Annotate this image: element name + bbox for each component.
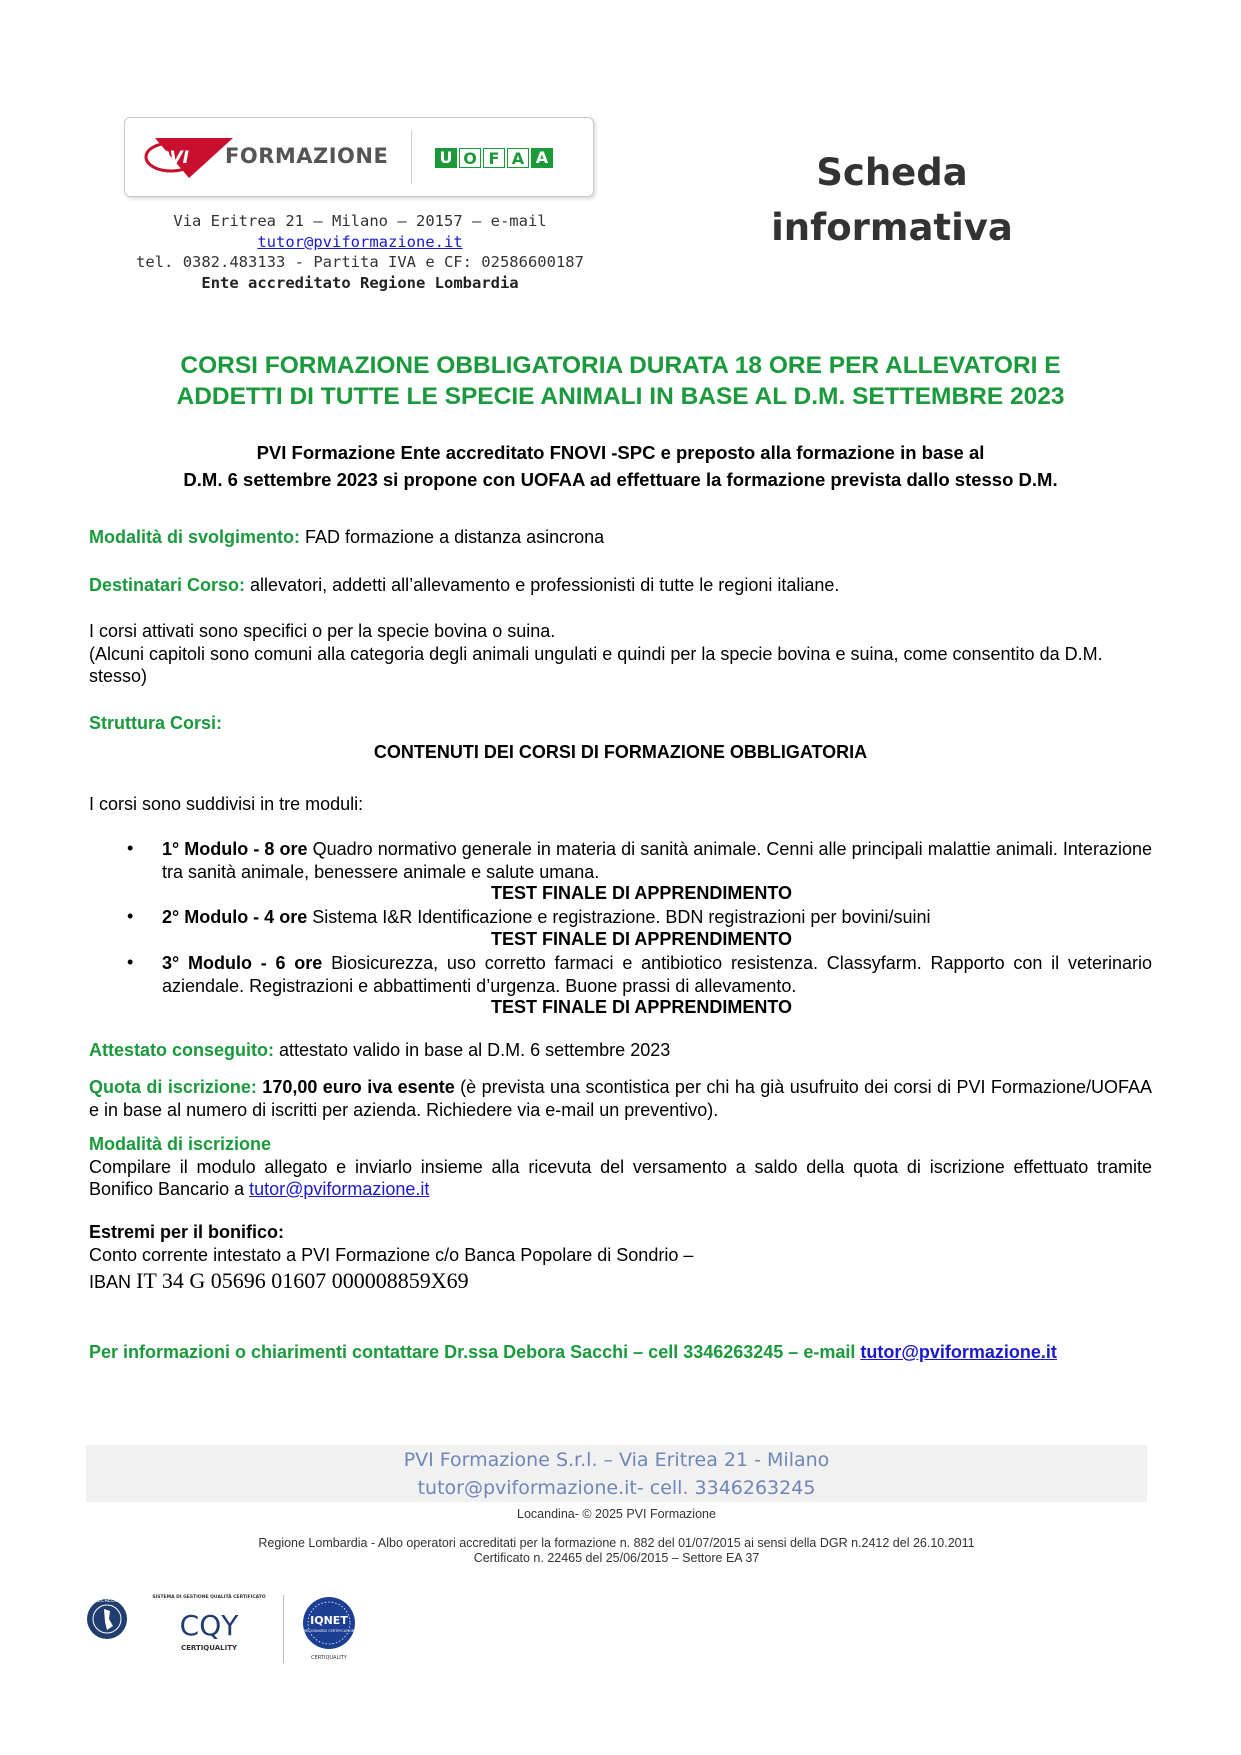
bonifico-label: Estremi per il bonifico: (89, 1222, 285, 1242)
attestato-paragraph (89, 1039, 1152, 1062)
intro-line: D.M. 6 settembre 2023 si propone con UOFAA ad effettuare la formazione prevista dallo stesso D.M. (183, 469, 1058, 490)
corsi-note-line: (Alcuni capitoli sono comuni alla categoria degli animali ungulati e quindi per la specie bovina e suina, come consentito da D.M. stesso) (89, 643, 1103, 686)
document-title (742, 145, 1042, 255)
pvi-text: PVI (157, 148, 189, 168)
iban-code: IT 34 G 05696 01607 000008859X69 (136, 1268, 469, 1293)
module-text: Quadro normativo generale in materia di sanità animale. Cenni alle principali malattie animali. Interazione tra sanità animale, benessere animale e salute umana. (162, 839, 1152, 882)
bonifico-text: Conto corrente intestato a PVI Formazione c/o Banca Popolare di Sondrio – (89, 1244, 694, 1265)
iqnet-sub-text: RECOGNIZED CERTIFICATION (303, 1629, 355, 1633)
document-title-line: informativa (771, 206, 1013, 249)
quota-text: (è prevista una scontistica per chi ha già usufruito dei corsi di PVI Formazione/UOFAA e in base al numero di iscritti per azienda. Richiedere via e-mail un preventivo). (89, 1077, 1152, 1120)
module-test-label: TEST FINALE DI APPRENDIMENTO (490, 997, 793, 1017)
uofaa-letter: U (435, 148, 457, 168)
moduli-intro: I corsi sono suddivisi in tre moduli: (89, 794, 364, 814)
address-line: Via Eritrea 21 – Milano – 20157 – e-mail (173, 212, 547, 230)
pvi-logo-icon (141, 132, 233, 182)
uofaa-letter: A (531, 148, 553, 168)
iscrizione-text: Compilare il modulo allegato e inviarlo insieme alla ricevuta del versamento a saldo della quota di iscrizione effettuato tramite Bonifico Bancario a (89, 1156, 1152, 1199)
regione-line: Certificato n. 22465 del 25/06/2015 – Settore EA 37 (473, 1551, 760, 1565)
bullet-icon: • (127, 906, 134, 926)
iscrizione-paragraph (89, 1133, 1152, 1201)
logo-box (124, 117, 594, 197)
footer-line: tutor@pviformazione.it- cell. 3346263245 (417, 1477, 816, 1499)
contact-text: Per informazioni o chiarimenti contattare Dr.ssa Debora Sacchi – cell 3346263245 – e-mail (89, 1342, 861, 1362)
cqy-text: CQY (179, 1609, 239, 1642)
copyright-text: Locandina- © 2025 PVI Formazione (517, 1507, 716, 1521)
iqnet-text: IQNET (310, 1614, 348, 1627)
contact-paragraph (89, 1341, 1152, 1364)
logo-formazione-text: FORMAZIONE (225, 144, 389, 168)
intro-text (90, 439, 1151, 493)
address-phone-line: tel. 0382.483133 - Partita IVA e CF: 02586600187 (136, 253, 584, 271)
bullet-icon: • (127, 838, 134, 858)
struttura-label (89, 712, 1152, 735)
modalita-text: FAD formazione a distanza asincrona (300, 527, 605, 547)
logo-divider (411, 130, 412, 184)
module-title: 3° Modulo - 6 ore (162, 953, 323, 973)
contenuti-title: CONTENUTI DEI CORSI DI FORMAZIONE OBBLIGATORIA (373, 742, 868, 762)
iban-line (89, 1268, 469, 1294)
regione-text (86, 1536, 1147, 1566)
module-text: Sistema I&R Identificazione e registrazione. BDN registrazioni per bovini/suini (307, 907, 931, 927)
iban-label: IBAN (89, 1272, 137, 1292)
iscrizione-label: Modalità di iscrizione (89, 1134, 272, 1154)
modalita-paragraph (89, 526, 1152, 549)
module-title: 1° Modulo - 8 ore (162, 839, 308, 859)
main-heading (90, 350, 1151, 412)
cqy-logo-icon (152, 1590, 266, 1660)
struttura-label-text: Struttura Corsi: (89, 713, 223, 733)
module-test-label: TEST FINALE DI APPRENDIMENTO (490, 929, 793, 949)
accredia-text: ACCREDIA (94, 1598, 120, 1604)
module-title: 2° Modulo - 4 ore (162, 907, 308, 927)
quota-paragraph (89, 1076, 1152, 1121)
uofaa-letter: F (483, 148, 505, 168)
intro-line: PVI Formazione Ente accreditato FNOVI -SPC e preposto alla formazione in base al (256, 442, 985, 463)
module-test-label: TEST FINALE DI APPRENDIMENTO (490, 883, 793, 903)
quota-amount: 170,00 euro iva esente (256, 1077, 455, 1097)
header-address (130, 211, 590, 293)
module-item (162, 838, 1152, 883)
footer-line: PVI Formazione S.r.l. – Via Eritrea 21 - Milano (403, 1449, 830, 1471)
quota-label: Quota di iscrizione: (89, 1077, 257, 1097)
cqy-top-text: SISTEMA DI GESTIONE QUALITÀ CERTIFICATO (152, 1595, 266, 1600)
destinatari-text: allevatori, addetti all’allevamento e professionisti di tutte le regioni italiane. (245, 575, 840, 595)
address-email-link[interactable]: tutor@pviformazione.it (257, 232, 463, 251)
uofaa-logo (435, 148, 553, 168)
iscrizione-email-link[interactable]: tutor@pviformazione.it (249, 1179, 430, 1199)
module-item (162, 906, 1152, 929)
accredia-logo-icon (85, 1592, 130, 1647)
cqy-bottom-text: CERTIQUALITY (180, 1644, 238, 1652)
module-text: Biosicurezza, uso corretto farmaci e antibiotico resistenza. Classyfarm. Rapporto con il veterinario aziendale. Registrazioni e abbattimenti d’urgenza. Buone prassi di allevamento. (162, 953, 1152, 996)
main-heading-line: CORSI FORMAZIONE OBBLIGATORIA DURATA 18 ORE PER ALLEVATORI E (180, 352, 1061, 379)
corsi-note (89, 620, 1152, 688)
uofaa-letter: O (459, 148, 481, 168)
module-item (162, 952, 1152, 997)
attestato-label: Attestato conseguito: (89, 1040, 275, 1060)
regione-line: Regione Lombardia - Albo operatori accreditati per la formazione n. 882 del 01/07/2015 ai sensi della DGR n.2412 del 26.10.2011 (258, 1536, 975, 1550)
accreditation-line: Ente accreditato Regione Lombardia (201, 273, 519, 292)
iqnet-bottom-text: CERTIQUALITY (311, 1655, 347, 1661)
bullet-icon: • (127, 952, 134, 972)
document-title-line: Scheda (816, 151, 968, 194)
corsi-note-line: I corsi attivati sono specifici o per la specie bovina o suina. (89, 621, 556, 641)
modalita-label: Modalità di svolgimento: (89, 527, 301, 547)
destinatari-label: Destinatari Corso: (89, 575, 246, 595)
attestato-text: attestato valido in base al D.M. 6 settembre 2023 (274, 1040, 671, 1060)
iqnet-logo-icon (295, 1593, 363, 1661)
destinatari-paragraph (89, 574, 1152, 597)
uofaa-letter: A (507, 148, 529, 168)
contact-email-link[interactable]: tutor@pviformazione.it (860, 1342, 1057, 1362)
main-heading-line: ADDETTI DI TUTTE LE SPECIE ANIMALI IN BASE AL D.M. SETTEMBRE 2023 (176, 383, 1065, 410)
bonifico-section (89, 1221, 1152, 1266)
cert-divider (283, 1595, 284, 1663)
